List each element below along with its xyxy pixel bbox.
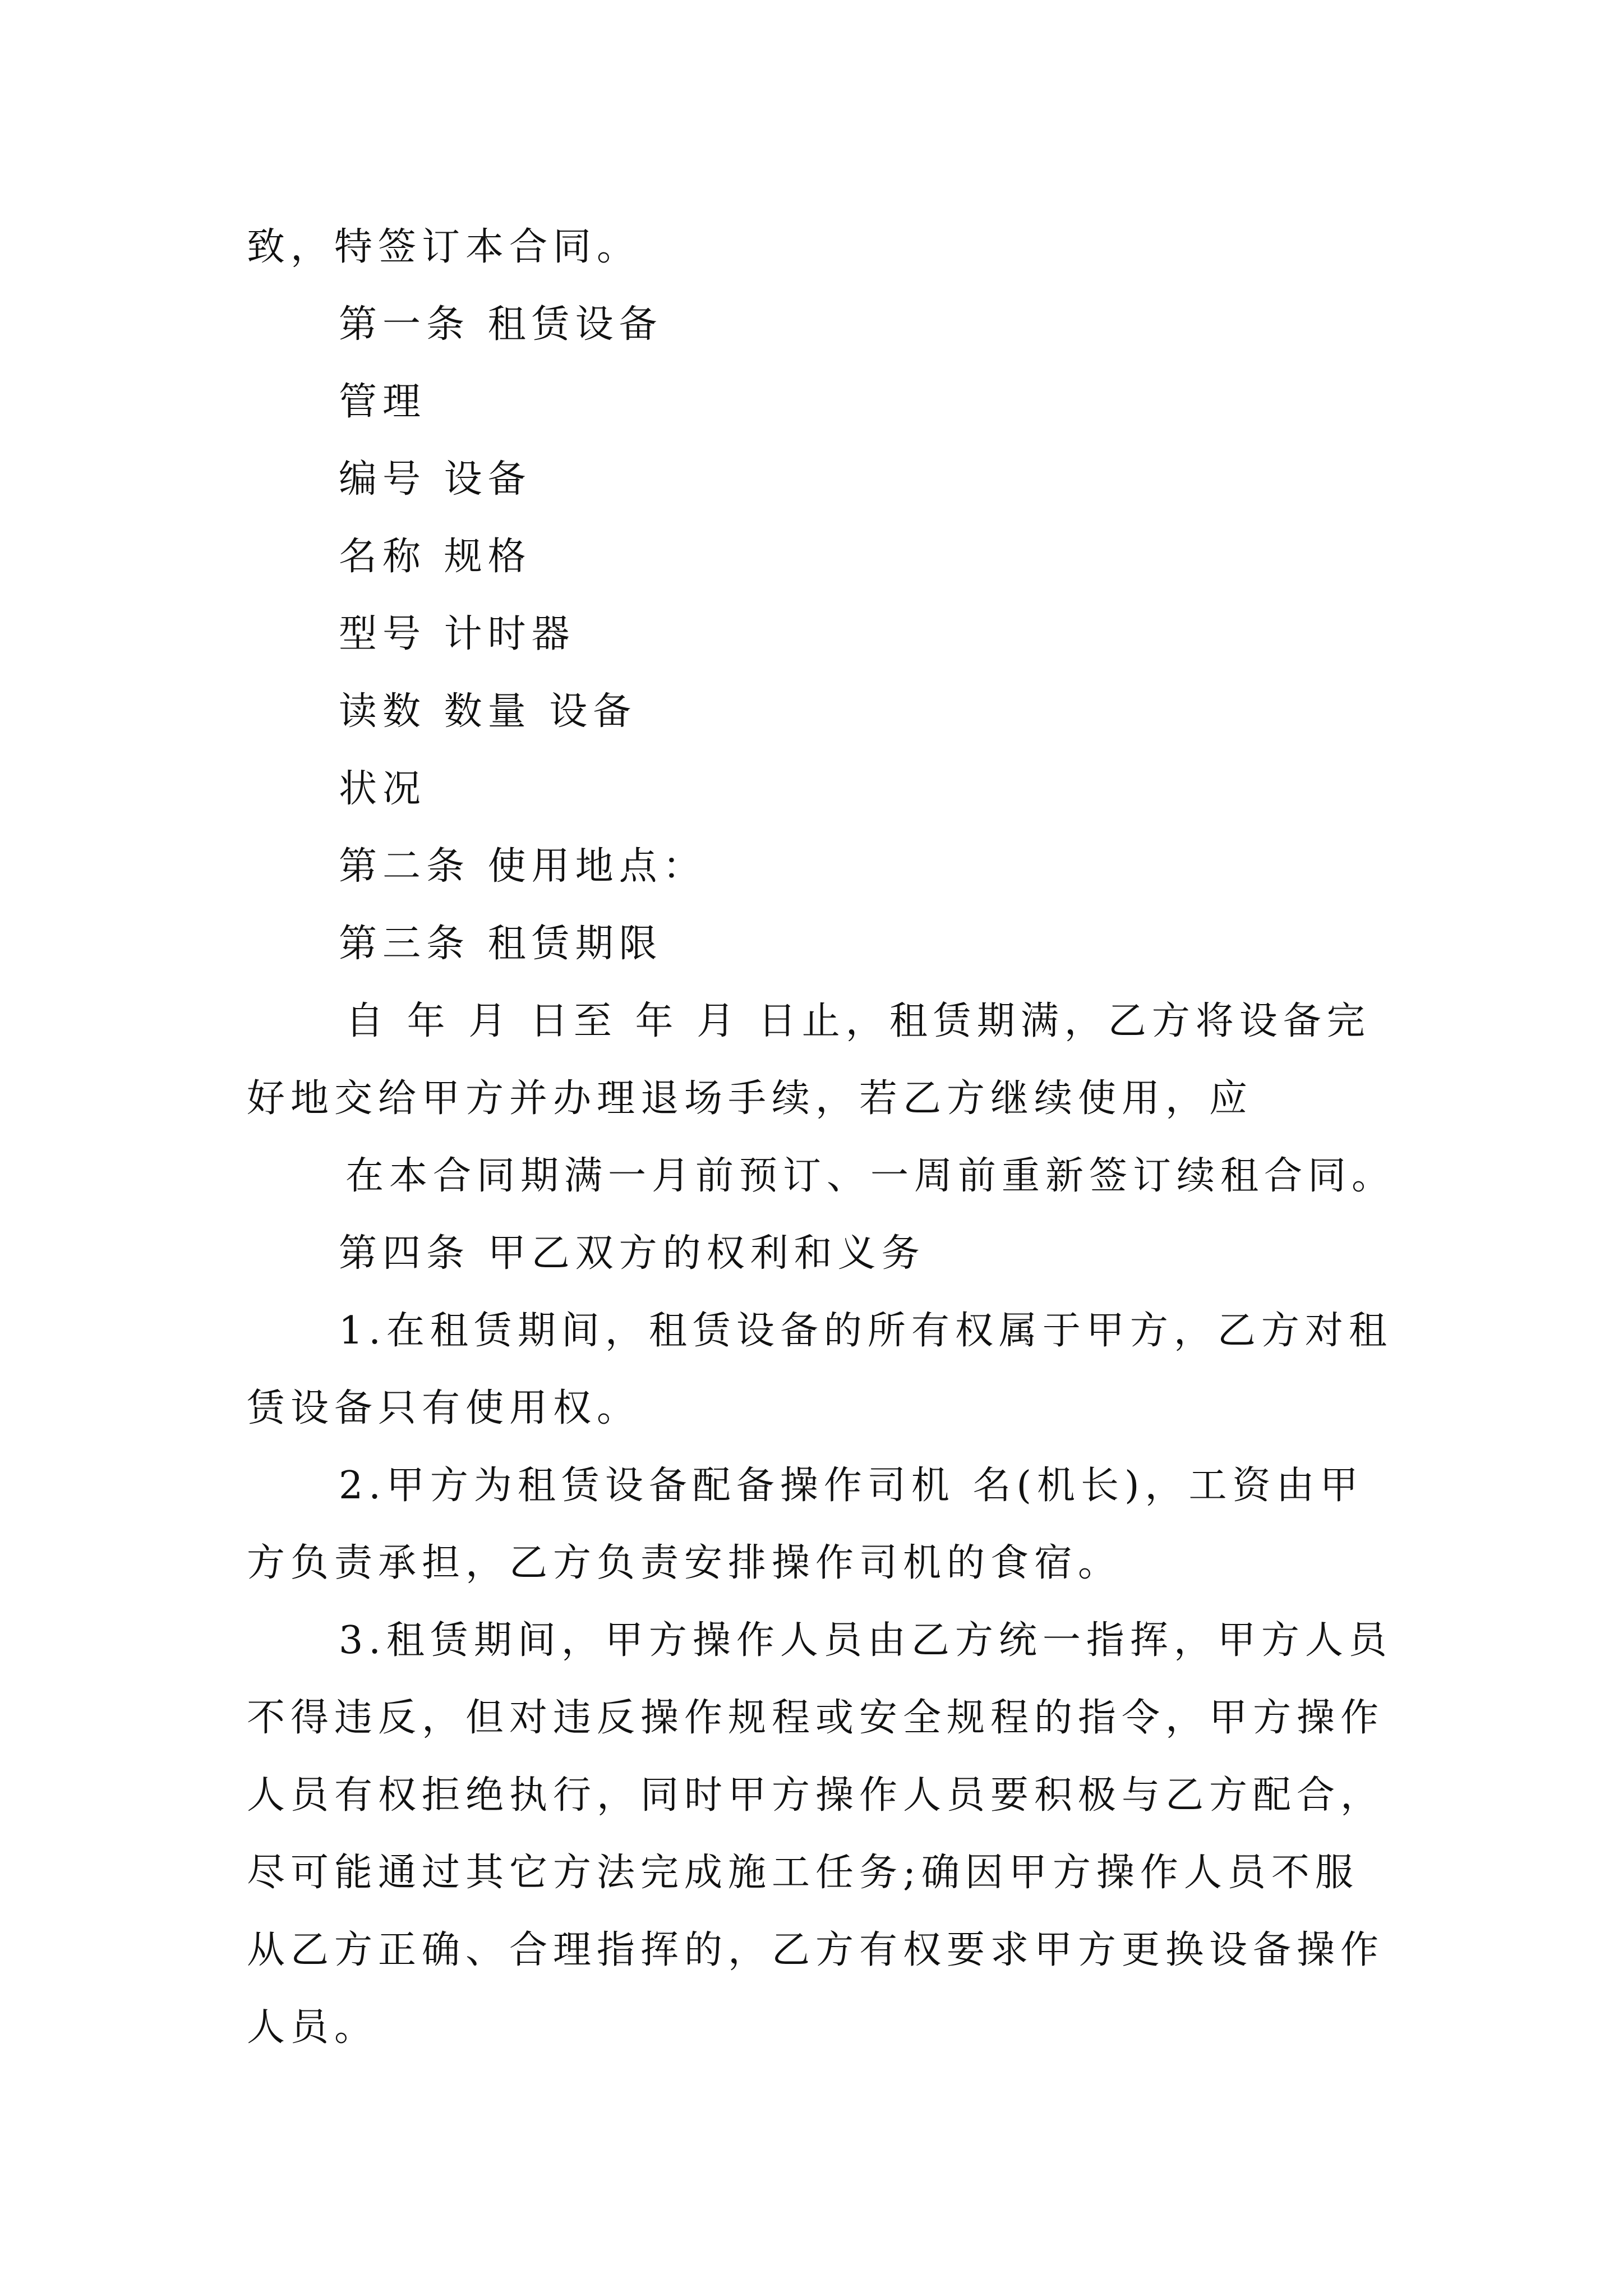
paragraph-line: 方负责承担，乙方负责安排操作司机的食宿。 bbox=[247, 1541, 1122, 1585]
equipment-field-label: 型号 计时器 bbox=[339, 612, 575, 656]
paragraph-line: 2.甲方为租赁设备配备操作司机 名(机长)，工资由甲 bbox=[339, 1464, 1364, 1508]
equipment-field-label: 名称 规格 bbox=[339, 535, 532, 579]
equipment-field-label: 编号 设备 bbox=[339, 457, 532, 501]
section-heading: 第二条 使用地点： bbox=[339, 844, 707, 889]
paragraph-line: 人员有权拒绝执行，同时甲方操作人员要积极与乙方配合， bbox=[247, 1773, 1385, 1818]
paragraph-line: 自 年 月 日至 年 月 日止，租赁期满，乙方将设备完 bbox=[345, 999, 1371, 1043]
section-heading: 第一条 租赁设备 bbox=[339, 302, 663, 347]
document-body bbox=[247, 209, 1396, 2067]
section-heading: 第三条 租赁期限 bbox=[339, 922, 663, 966]
paragraph-line: 好地交给甲方并办理退场手续，若乙方继续使用，应 bbox=[247, 1076, 1253, 1121]
paragraph-line: 在本合同期满一月前预订、一周前重新签订续租合同。 bbox=[345, 1154, 1396, 1198]
paragraph-line: 致，特签订本合同。 bbox=[247, 225, 641, 269]
paragraph-line: 从乙方正确、合理指挥的，乙方有权要求甲方更换设备操作 bbox=[247, 1928, 1385, 1972]
paragraph-line: 尽可能通过其它方法完成施工任务;确因甲方操作人员不服 bbox=[247, 1851, 1359, 1895]
paragraph-line: 1.在租赁期间，租赁设备的所有权属于甲方，乙方对租 bbox=[339, 1309, 1393, 1353]
paragraph-line: 赁设备只有使用权。 bbox=[247, 1386, 641, 1430]
paragraph-line: 3.租赁期间，甲方操作人员由乙方统一指挥，甲方人员 bbox=[339, 1618, 1393, 1663]
paragraph-line: 人员。 bbox=[247, 2005, 379, 2050]
section-heading: 第四条 甲乙双方的权利和义务 bbox=[339, 1231, 925, 1276]
equipment-field-label: 状况 bbox=[339, 767, 427, 811]
equipment-field-label: 管理 bbox=[339, 380, 427, 424]
equipment-field-label: 读数 数量 设备 bbox=[339, 689, 637, 734]
paragraph-line: 不得违反，但对违反操作规程或安全规程的指令，甲方操作 bbox=[247, 1696, 1385, 1740]
